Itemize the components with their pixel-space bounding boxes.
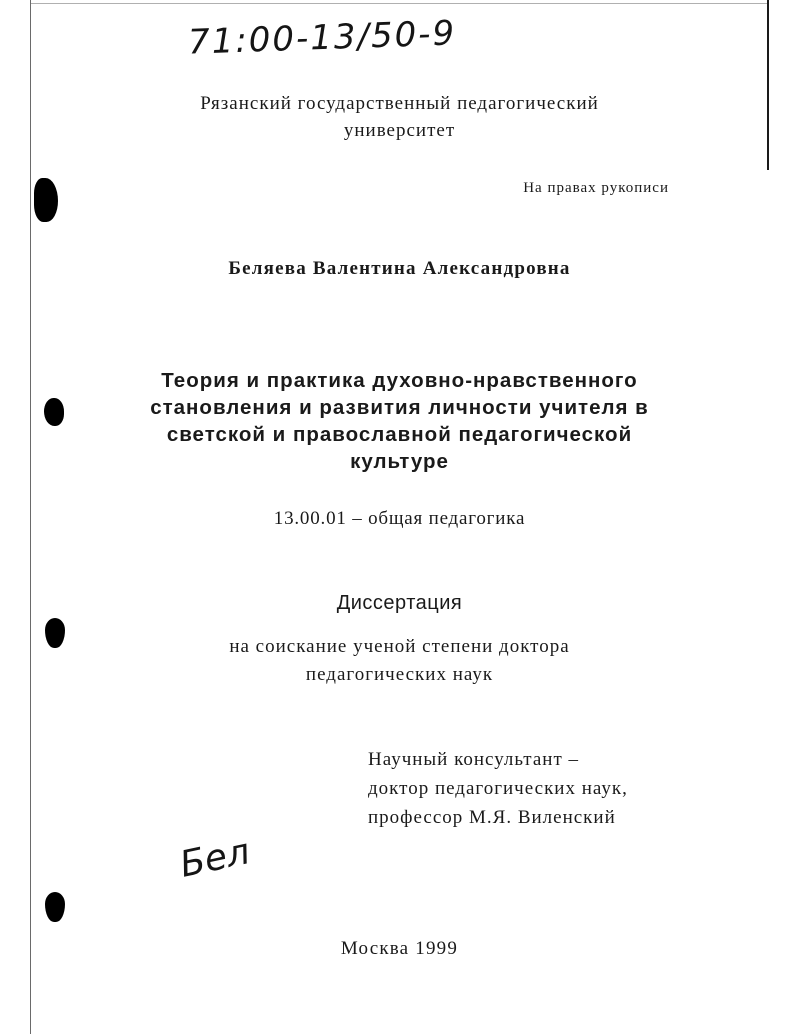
consultant-line-1: Научный консультант – [368,749,579,770]
title-line-3: светской и православной педагогической [166,423,633,446]
manuscript-rights-note: На правах рукописи [523,180,669,196]
scan-border-top [30,3,767,4]
university-line-2: университет [343,120,456,141]
university-name [0,90,799,144]
title-line-2: становления и развития личности учителя в [150,396,649,419]
degree-line-1: на соискание ученой степени доктора [229,636,570,657]
handwritten-archive-number: 71:00-13/50-9 [187,13,457,63]
binding-hole-mark [45,892,65,922]
degree-line-2: педагогических наук [305,664,494,685]
handwritten-signature: Бел [176,831,254,886]
specialty-code: 13.00.01 – общая педагогика [273,508,526,529]
degree-sought [0,633,799,689]
consultant-line-2: доктор педагогических наук, [368,778,628,799]
scan-border-right [767,0,769,170]
title-line-1: Теория и практика духовно-нравственного [161,369,638,392]
document-type: Диссертация [336,592,463,614]
title-line-4: культуре [350,450,449,473]
dissertation-title [0,367,799,475]
city-and-year: Москва 1999 [340,938,459,959]
binding-hole-mark [34,178,58,222]
author-name: Беляева Валентина Александровна [228,258,571,279]
consultant-line-3: профессор М.Я. Виленский [368,807,616,828]
scientific-consultant [368,745,628,832]
university-line-1: Рязанский государственный педагогический [200,93,599,114]
